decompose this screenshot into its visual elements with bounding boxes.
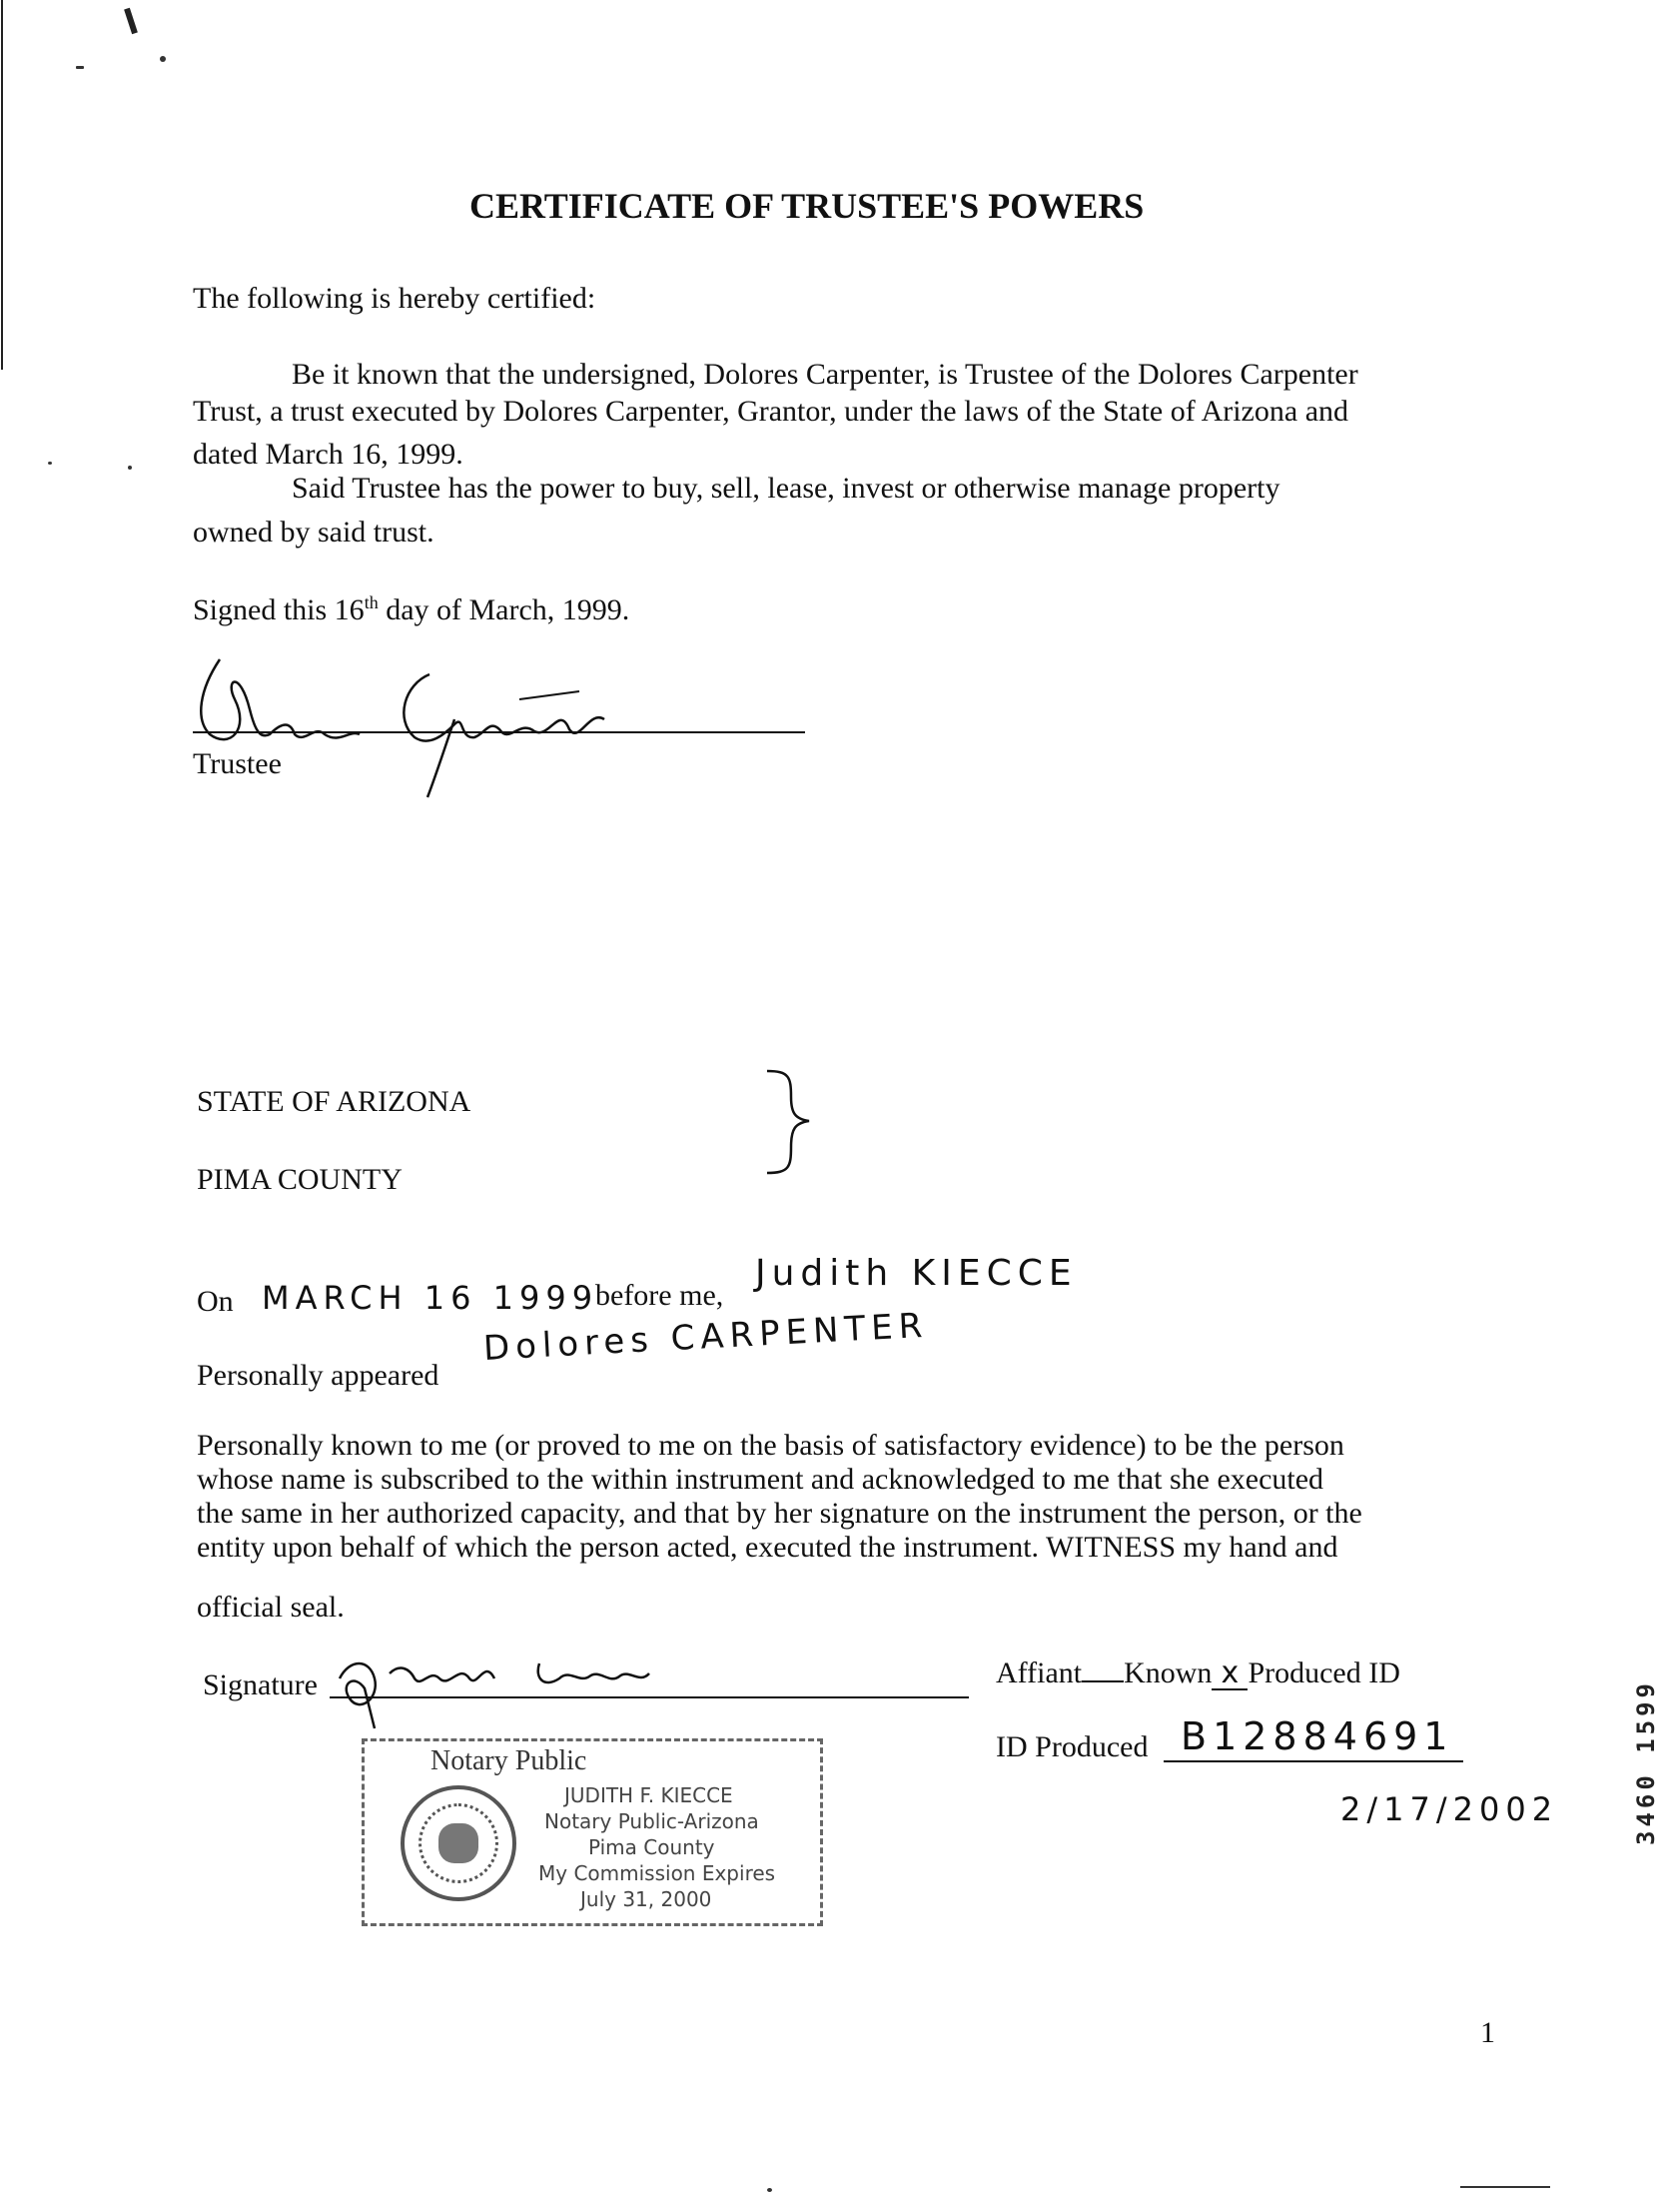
- id-date-handwritten: 2/17/2002: [1340, 1790, 1559, 1828]
- affiant-mark: x: [1221, 1655, 1240, 1690]
- stamp-line-4: My Commission Expires: [538, 1861, 776, 1885]
- paragraph1-line3: dated March 16, 1999.: [193, 438, 463, 471]
- acknowledgment-line1: Personally known to me (or proved to me on the basis of satisfactory evidence) to be the person: [197, 1429, 1344, 1462]
- scan-speck: [48, 462, 52, 465]
- county-label: PIMA COUNTY: [197, 1163, 403, 1196]
- acknowledgment-line5: official seal.: [197, 1591, 345, 1624]
- scan-mark-top-left: [124, 8, 138, 35]
- scan-speck: [128, 466, 132, 470]
- id-produced-value: B12884691: [1181, 1714, 1454, 1758]
- paragraph2-line1: Said Trustee has the power to buy, sell, lease, invest or otherwise manage property: [292, 472, 1280, 505]
- trustee-signature-line: [193, 731, 805, 733]
- affiant-line: [996, 1655, 1400, 1690]
- notary-name-handwritten: Judith KIECCE: [755, 1253, 1078, 1294]
- paragraph1-line2: Trust, a trust executed by Dolores Carpenter, Grantor, under the laws of the State of Arizona and: [193, 395, 1349, 428]
- signed-date-line: [193, 593, 629, 625]
- affiant-check: [1212, 1655, 1248, 1690]
- notary-on: On: [197, 1285, 234, 1318]
- personally-appeared-label: Personally appeared: [197, 1359, 439, 1392]
- id-produced-line: [1164, 1760, 1463, 1762]
- document-title: CERTIFICATE OF TRUSTEE'S POWERS: [469, 186, 1145, 226]
- margin-stamp-text: 3460 1599: [1632, 1678, 1660, 1846]
- affiant-known: Known: [1124, 1656, 1213, 1689]
- notary-public-label: Notary Public: [430, 1745, 587, 1776]
- signed-ordinal: th: [364, 592, 379, 612]
- acknowledgment-line3: the same in her authorized capacity, and that by her signature on the instrument the person, or the: [197, 1497, 1362, 1530]
- scan-speck: [767, 2188, 772, 2192]
- stamp-line-2: Notary Public-Arizona: [544, 1809, 759, 1833]
- brace-icon: [759, 1067, 819, 1182]
- acknowledgment-line4: entity upon behalf of which the person acted, executed the instrument. WITNESS my hand and: [197, 1531, 1338, 1564]
- brace-shape: [759, 1067, 819, 1177]
- notary-signature-scribble: [330, 1619, 729, 1738]
- page-number: 1: [1480, 2016, 1495, 2049]
- notary-signature-line: [330, 1696, 969, 1698]
- paragraph1-line1: Be it known that the undersigned, Dolores Carpenter, is Trustee of the Dolores Carpenter: [292, 358, 1358, 391]
- notary-before-me: before me,: [595, 1279, 724, 1312]
- signed-prefix: Signed this 16: [193, 593, 365, 626]
- notary-seal-stamp: [362, 1738, 823, 1926]
- notary-date-handwritten: MARCH 16 1999: [262, 1279, 599, 1317]
- affiant-blank: [1082, 1680, 1124, 1682]
- scan-speck: [160, 56, 166, 62]
- affiant-label: Affiant: [996, 1656, 1083, 1689]
- acknowledgment-line2: whose name is subscribed to the within instrument and acknowledged to me that she executed: [197, 1463, 1324, 1496]
- scan-speck: [76, 66, 84, 69]
- paragraph2-line2: owned by said trust.: [193, 516, 434, 549]
- left-edge-line: [1, 0, 3, 370]
- notary-signature: [330, 1619, 729, 1738]
- stamp-line-5: July 31, 2000: [580, 1887, 712, 1911]
- trustee-label: Trustee: [193, 747, 282, 780]
- appeared-name-handwritten: Dolores CARPENTER: [481, 1305, 930, 1369]
- signature-label: Signature: [203, 1668, 318, 1701]
- stamp-line-1: JUDITH F. KIECCE: [564, 1783, 733, 1807]
- margin-stamp: [1626, 1619, 1660, 1918]
- signed-suffix: day of March, 1999.: [378, 593, 630, 626]
- scan-bottom-mark: [1460, 2186, 1550, 2188]
- seal-center: [438, 1823, 478, 1863]
- state-label: STATE OF ARIZONA: [197, 1085, 471, 1118]
- id-produced-label: ID Produced: [996, 1730, 1149, 1763]
- stamp-line-3: Pima County: [588, 1835, 715, 1859]
- affiant-produced: Produced ID: [1248, 1656, 1400, 1689]
- intro-text: The following is hereby certified:: [193, 282, 596, 315]
- seal-icon: [401, 1785, 516, 1901]
